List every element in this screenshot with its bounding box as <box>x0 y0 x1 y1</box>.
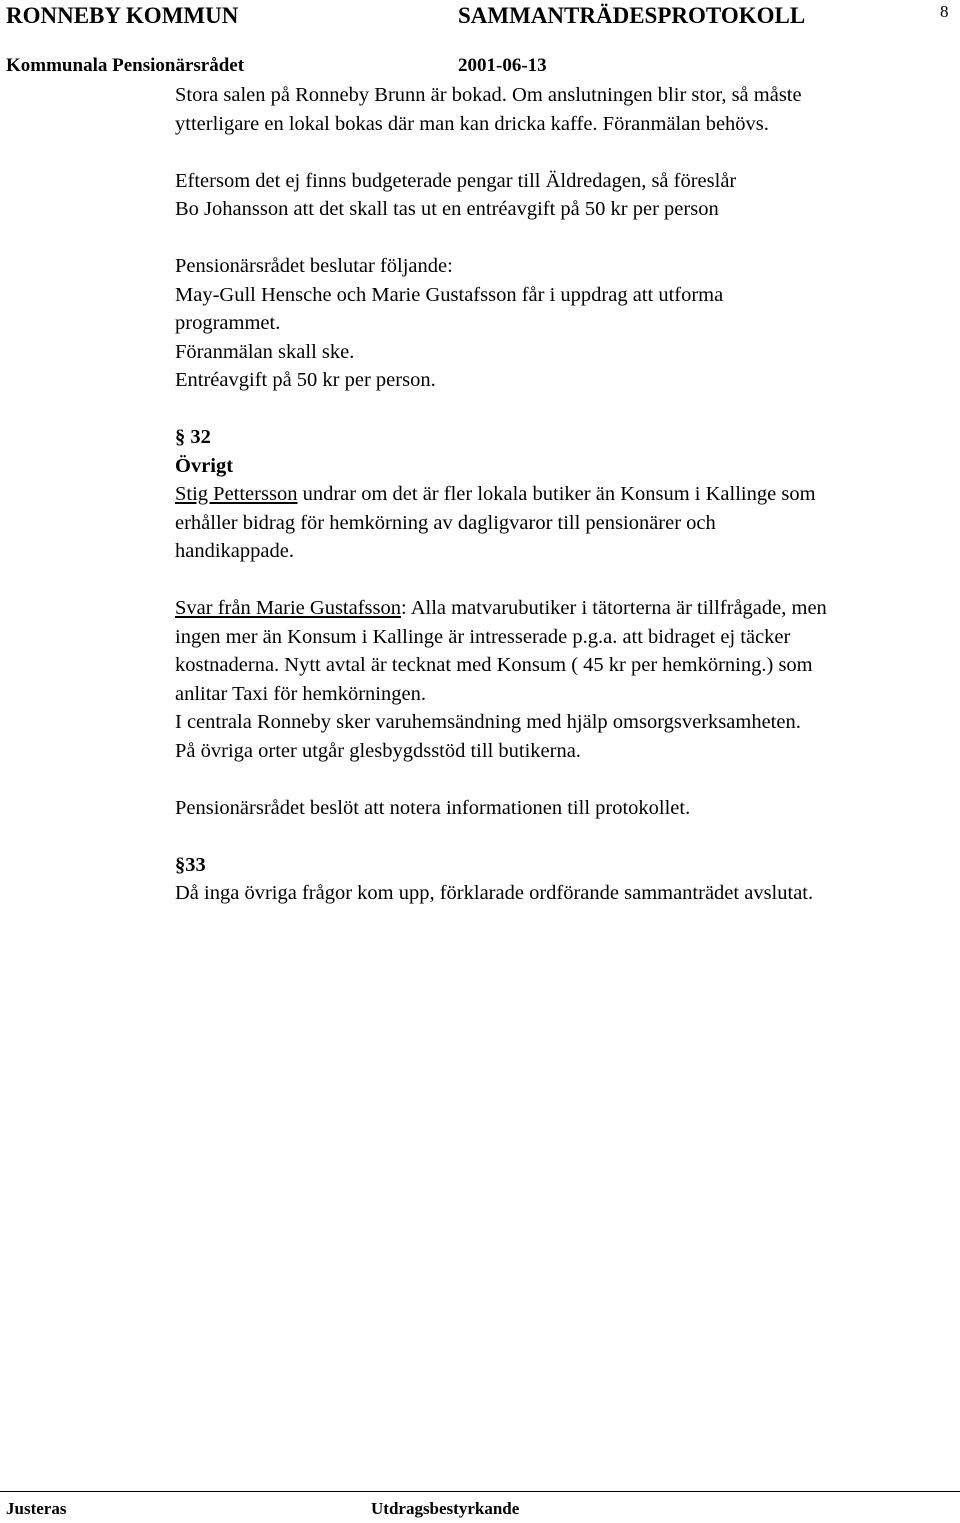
paragraph-line: Eftersom det ej finns budgeterade pengar till Äldredagen, så föreslår <box>175 169 737 192</box>
paragraph-line: Entréavgift på 50 kr per person. <box>175 369 436 391</box>
question-line <box>175 480 955 509</box>
paragraph-line: På övriga orter utgår glesbygdsstöd till butikerna. <box>175 739 581 762</box>
section-32-title: Övrigt <box>175 454 234 477</box>
paragraph-line: programmet. <box>175 312 281 334</box>
paragraph-line: anlitar Taxi för hemkörningen. <box>175 682 426 705</box>
paragraph-line: handikappade. <box>175 540 294 562</box>
paragraph-line: May-Gull Hensche och Marie Gustafsson får i uppdrag att utforma <box>175 283 724 306</box>
footer-utdragsbestyrkande: Utdragsbestyrkande <box>371 1499 520 1518</box>
paragraph-line: ingen mer än Konsum i Kallinge är intresserade p.g.a. att bidraget ej täcker <box>175 625 791 648</box>
protocol-body <box>175 81 955 908</box>
answer-label: Svar från Marie Gustafsson <box>175 597 402 619</box>
question-text: undrar om det är fler lokala butiker än Konsum i Kallinge som <box>297 483 816 505</box>
paragraph-line: Då inga övriga frågor kom upp, förklarade ordförande sammanträdet avslutat. <box>175 882 814 904</box>
paragraph-line: Bo Johansson att det skall tas ut en entréavgift på 50 kr per person <box>175 198 719 220</box>
document-type: SAMMANTRÄDESPROTOKOLL <box>458 3 806 28</box>
footer-justeras: Justeras <box>6 1499 67 1518</box>
decision-line: Pensionärsrådet beslöt att notera informationen till protokollet. <box>175 796 691 819</box>
section-33-number: §33 <box>175 853 206 876</box>
questioner-name: Stig Pettersson <box>175 483 298 505</box>
answer-line <box>175 594 955 623</box>
paragraph-line: Föranmälan skall ske. <box>175 340 355 363</box>
section-32-number: § 32 <box>175 426 211 448</box>
paragraph-line: I centrala Ronneby sker varuhemsändning med hjälp omsorgsverksamheten. <box>175 711 801 733</box>
paragraph-line: Stora salen på Ronneby Brunn är bokad. Om anslutningen blir stor, så måste <box>175 84 802 106</box>
paragraph-line: ytterligare en lokal bokas där man kan dricka kaffe. Föranmälan behövs. <box>175 112 769 135</box>
answer-text: : Alla matvarubutiker i tätorterna är tillfrågade, men <box>401 597 827 619</box>
page-number: 8 <box>940 2 949 21</box>
paragraph-line: erhåller bidrag för hemkörning av dagligvaror till pensionärer och <box>175 511 716 534</box>
municipality-name: RONNEBY KOMMUN <box>6 3 239 28</box>
footer-divider <box>0 1491 960 1492</box>
committee-name: Kommunala Pensionärsrådet <box>6 55 245 76</box>
paragraph-line: kostnaderna. Nytt avtal är tecknat med Konsum ( 45 kr per hemkörning.) som <box>175 654 813 676</box>
paragraph-line: Pensionärsrådet beslutar följande: <box>175 255 453 277</box>
meeting-date: 2001-06-13 <box>458 55 547 76</box>
